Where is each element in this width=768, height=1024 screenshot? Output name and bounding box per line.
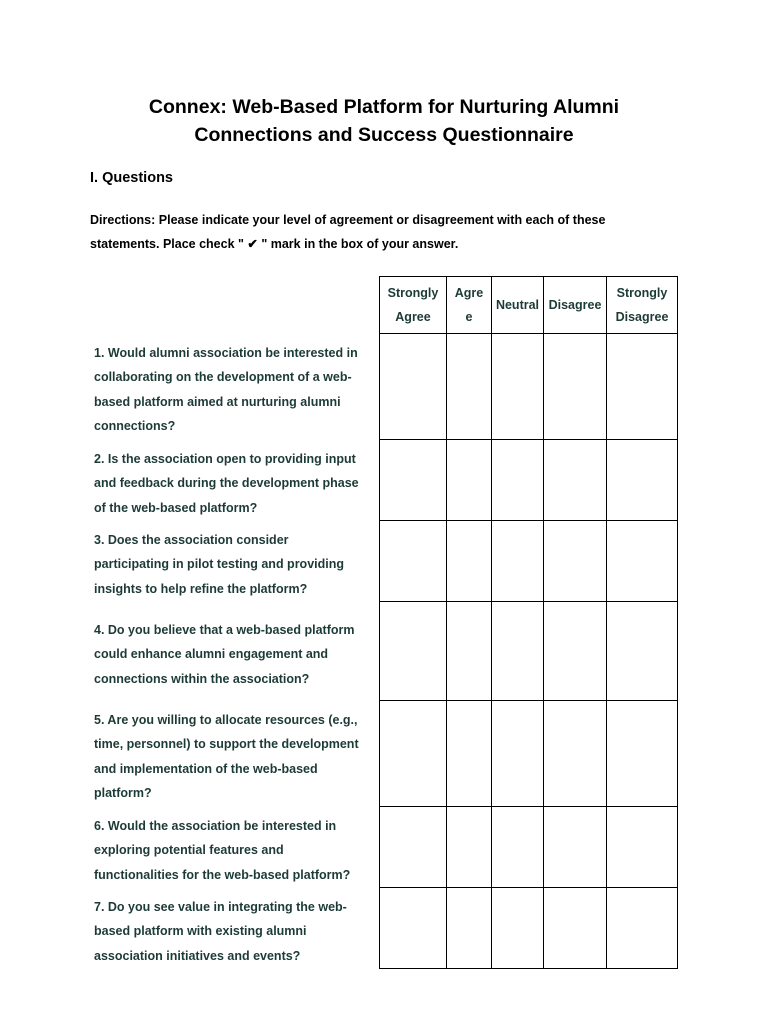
question-line: association initiatives and events?	[94, 948, 301, 963]
answer-box-disagree[interactable]	[544, 440, 607, 521]
question-line: and feedback during the development phase	[94, 476, 359, 491]
question-line: participating in pilot testing and providing	[94, 557, 344, 572]
question-7	[94, 895, 379, 968]
directions-line-1: Directions: Please indicate your level of agreement or disagreement with each of these	[90, 213, 606, 227]
answer-box-neutral[interactable]	[492, 888, 544, 969]
question-line: platform?	[94, 785, 152, 800]
answer-box-strongly-disagree[interactable]	[607, 807, 678, 888]
page-title	[60, 93, 708, 149]
question-line: of the web-based platform?	[94, 500, 258, 515]
question-line: functionalities for the web-based platform?	[94, 867, 351, 882]
question-line: based platform with existing alumni	[94, 924, 307, 939]
title-line-1: Connex: Web-Based Platform for Nurturing Alumni	[148, 96, 620, 118]
directions-line-2: statements. Place check " ✔ " mark in the box of your answer.	[90, 237, 459, 251]
header-line: Agree	[395, 310, 431, 324]
question-line: insights to help refine the platform?	[94, 581, 308, 596]
answer-row-3	[380, 521, 678, 602]
answer-box-strongly-disagree[interactable]	[607, 440, 678, 521]
question-4	[94, 618, 379, 691]
question-line: 2. Is the association open to providing input	[94, 452, 356, 466]
answer-box-agree[interactable]	[447, 888, 492, 969]
question-6	[94, 814, 379, 887]
answer-box-strongly-disagree[interactable]	[607, 602, 678, 701]
answer-box-strongly-agree[interactable]	[380, 334, 447, 440]
question-line: 1. Would alumni association be interested in	[94, 346, 358, 360]
question-5	[94, 708, 379, 805]
question-line: 3. Does the association consider	[94, 533, 289, 547]
directions-text	[90, 208, 680, 256]
answer-box-neutral[interactable]	[492, 440, 544, 521]
answer-box-strongly-agree[interactable]	[380, 701, 447, 807]
answer-box-agree[interactable]	[447, 701, 492, 807]
section-heading: I. Questions	[90, 170, 173, 186]
question-line: 4. Do you believe that a web-based platform	[94, 623, 355, 637]
answer-box-disagree[interactable]	[544, 888, 607, 969]
header-line: e	[465, 310, 473, 324]
answer-box-neutral[interactable]	[492, 701, 544, 807]
header-line: Disagree	[615, 310, 669, 324]
answer-row-5	[380, 701, 678, 807]
header-neutral	[492, 277, 544, 334]
answer-row-4	[380, 602, 678, 701]
answer-box-disagree[interactable]	[544, 701, 607, 807]
header-strongly-agree	[380, 277, 447, 334]
answer-box-strongly-disagree[interactable]	[607, 334, 678, 440]
header-line: Strongly	[616, 286, 668, 300]
answer-box-strongly-disagree[interactable]	[607, 701, 678, 807]
answer-box-neutral[interactable]	[492, 807, 544, 888]
answer-box-strongly-agree[interactable]	[380, 602, 447, 701]
answer-box-agree[interactable]	[447, 602, 492, 701]
question-3	[94, 528, 379, 601]
answer-box-disagree[interactable]	[544, 602, 607, 701]
question-line: connections within the association?	[94, 671, 310, 686]
answer-box-strongly-agree[interactable]	[380, 440, 447, 521]
answer-row-6	[380, 807, 678, 888]
answer-box-neutral[interactable]	[492, 602, 544, 701]
answer-box-disagree[interactable]	[544, 521, 607, 602]
answer-box-agree[interactable]	[447, 334, 492, 440]
question-line: 5. Are you willing to allocate resources (e.g.,	[94, 713, 358, 727]
header-line: Disagree	[548, 298, 602, 312]
question-line: 6. Would the association be interested in	[94, 819, 337, 833]
question-2	[94, 447, 379, 520]
answer-box-neutral[interactable]	[492, 334, 544, 440]
question-line: time, personnel) to support the development	[94, 737, 359, 752]
answer-box-agree[interactable]	[447, 807, 492, 888]
question-line: could enhance alumni engagement and	[94, 647, 329, 662]
answer-box-agree[interactable]	[447, 440, 492, 521]
question-line: collaborating on the development of a web-	[94, 370, 352, 385]
answer-box-disagree[interactable]	[544, 807, 607, 888]
question-line: based platform aimed at nurturing alumni	[94, 394, 341, 409]
scale-header-row	[380, 277, 678, 334]
title-line-2: Connections and Success Questionnaire	[194, 124, 574, 146]
header-agree	[447, 277, 492, 334]
question-line: 7. Do you see value in integrating the web-	[94, 900, 347, 914]
answer-box-strongly-agree[interactable]	[380, 807, 447, 888]
answer-box-strongly-disagree[interactable]	[607, 888, 678, 969]
answer-row-1	[380, 334, 678, 440]
answer-grid	[379, 276, 678, 969]
answer-box-strongly-agree[interactable]	[380, 521, 447, 602]
answer-box-strongly-disagree[interactable]	[607, 521, 678, 602]
header-line: Agre	[454, 286, 484, 300]
question-line: exploring potential features and	[94, 843, 284, 858]
header-strongly-disagree	[607, 277, 678, 334]
question-line: and implementation of the web-based	[94, 761, 318, 776]
header-line: Strongly	[387, 286, 439, 300]
answer-row-7	[380, 888, 678, 969]
question-1	[94, 341, 379, 438]
answer-box-agree[interactable]	[447, 521, 492, 602]
answer-box-strongly-agree[interactable]	[380, 888, 447, 969]
header-line: Neutral	[495, 298, 540, 312]
header-disagree	[544, 277, 607, 334]
answer-box-disagree[interactable]	[544, 334, 607, 440]
question-line: connections?	[94, 418, 176, 433]
answer-row-2	[380, 440, 678, 521]
answer-box-neutral[interactable]	[492, 521, 544, 602]
